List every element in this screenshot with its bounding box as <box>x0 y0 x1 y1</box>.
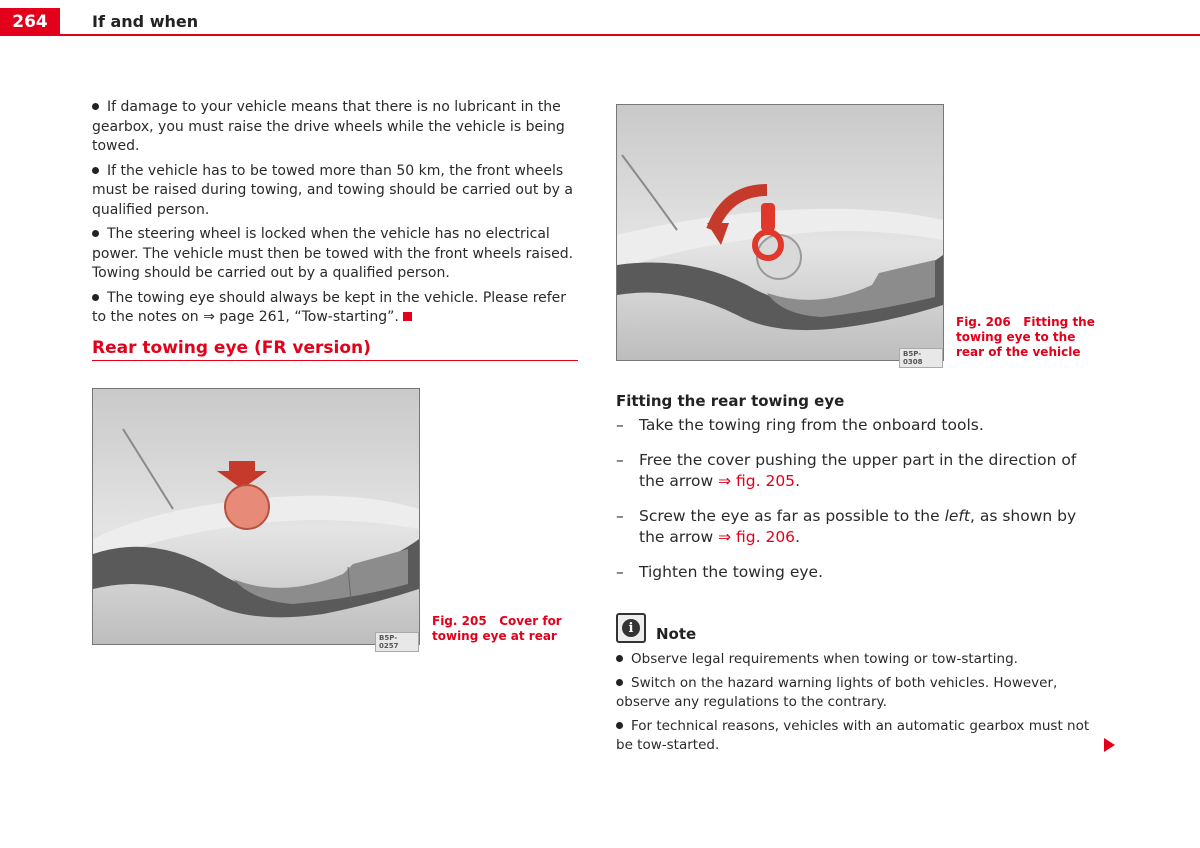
note-title: Note <box>656 625 697 643</box>
bullet-icon <box>92 167 99 174</box>
left-column <box>92 98 578 333</box>
procedure-steps <box>616 415 1106 597</box>
figure-reference-link[interactable]: ⇒ fig. 205 <box>718 472 796 490</box>
figure-code: B5P-0257 <box>375 632 419 652</box>
procedure-title: Fitting the rear towing eye <box>616 392 845 410</box>
note-header <box>616 613 696 643</box>
note-item: Observe legal requirements when towing or tow-starting. <box>616 650 1102 669</box>
continue-arrow-icon <box>1104 738 1115 752</box>
bullet-icon <box>92 294 99 301</box>
chapter-title: If and when <box>92 12 199 31</box>
bullet-icon <box>92 103 99 110</box>
procedure-step: – Take the towing ring from the onboard tools. <box>616 416 984 434</box>
bullet-icon <box>616 722 623 729</box>
header-rule <box>60 34 1200 36</box>
bullet-icon <box>616 655 623 662</box>
bullet-icon <box>616 679 623 686</box>
bullet-item: If damage to your vehicle means that there is no lubricant in the gearbox, you must raise the drive wheels while the vehicle is being towed. <box>92 99 565 154</box>
info-icon: i <box>616 613 646 643</box>
note-item: For technical reasons, vehicles with an automatic gearbox must not be tow-started. <box>616 718 1090 753</box>
page-number: 264 <box>0 8 60 36</box>
figure-206-image <box>616 104 944 366</box>
procedure-step: – Free the cover pushing the upper part in the direction of the arrow ⇒ fig. 205. <box>616 451 1077 490</box>
note-list <box>616 650 1102 760</box>
procedure-step: – Tighten the towing eye. <box>616 563 823 581</box>
end-of-section-icon <box>403 312 412 321</box>
figure-205-image <box>92 388 420 650</box>
figure-reference-link[interactable]: ⇒ fig. 206 <box>718 528 796 546</box>
bullet-item: If the vehicle has to be towed more than 50 km, the front wheels must be raised during towing, and towing should be carried out by a qualified person. <box>92 162 573 218</box>
bullet-item: The steering wheel is locked when the vehicle has no electrical power. The vehicle must then be towed with the front wheels raised. Towing should be carried out by a qualified person. <box>92 226 574 281</box>
figure-code: B5P-0308 <box>899 348 943 368</box>
figure-206-caption: Fig. 206 Fitting the towing eye to the rear of the vehicle <box>956 315 1095 359</box>
procedure-step: – Screw the eye as far as possible to the left, as shown by the arrow ⇒ fig. 206. <box>616 507 1077 546</box>
figure-205-caption: Fig. 205 Cover for towing eye at rear <box>432 614 562 643</box>
bullet-item: The towing eye should always be kept in the vehicle. Please refer to the notes on ⇒ page 261, “Tow-starting”. <box>92 289 567 325</box>
bullet-icon <box>92 230 99 237</box>
page-reference-link[interactable]: ⇒ page 261, “Tow-starting”. <box>203 309 399 325</box>
section-title: Rear towing eye (FR version) <box>92 338 578 361</box>
note-item: Switch on the hazard warning lights of both vehicles. However, observe any regulations to the contrary. <box>616 675 1058 710</box>
